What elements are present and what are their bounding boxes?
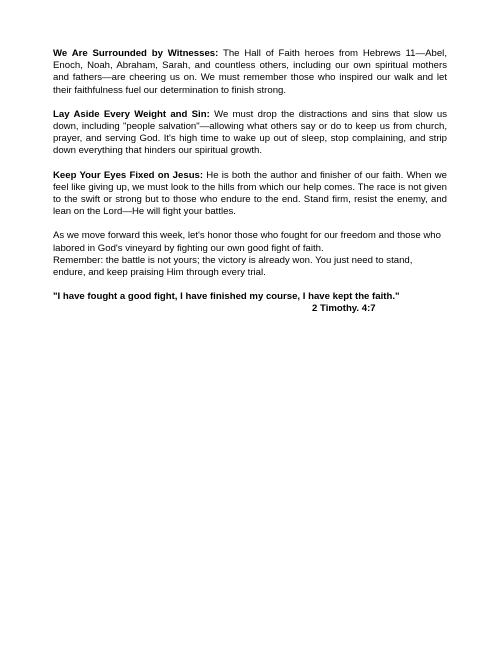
section-heading: We Are Surrounded by Witnesses: xyxy=(53,48,219,59)
section-body: He is both the author and finisher of our faith. When we feel like giving up, we must look to the hills from which our help comes. The race is not given to the swift or strong but to those who endure to the end. Stand firm, resist the enemy, and lean on the Lord—He will fight your battles. xyxy=(53,169,447,218)
section-heading: Keep Your Eyes Fixed on Jesus: xyxy=(53,169,204,181)
closing-line: Remember: the battle is not yours; the victory is already won. You just need to stand, endure, and keep praising Him through every trial. xyxy=(53,254,413,279)
quote-reference: 2 Timothy. 4:7 xyxy=(312,303,376,315)
section-witnesses xyxy=(53,48,447,97)
closing-line: As we move forward this week, let's honor those who fought for our freedom and those who labored in God's vineyard by fighting our own good fight of faith. xyxy=(53,230,441,254)
section-body: We must drop the distractions and sins that slow us down, including "people salvation"—allowing what others say or do to keep us from church, prayer, and serving God. It's high time to wake up out of sleep, stop complaining, and strip down everything that hinders our spiritual growth. xyxy=(53,108,447,157)
closing-paragraph xyxy=(53,230,447,279)
document-page xyxy=(53,48,447,316)
scripture-quote xyxy=(53,291,447,315)
section-body: The Hall of Faith heroes from Hebrews 11—Abel, Enoch, Noah, Abraham, Sarah, and countless others, including our own spiritual mothers and fathers—are cheering us on. We must remember those who inspired our walk and let their faithfulness fuel our determination to finish strong. xyxy=(53,48,447,96)
quote-text: "I have fought a good fight, I have finished my course, I have kept the faith." xyxy=(53,291,400,303)
section-lay-aside xyxy=(53,109,447,158)
section-heading: Lay Aside Every Weight and Sin: xyxy=(53,108,210,120)
section-eyes-fixed xyxy=(53,170,447,219)
